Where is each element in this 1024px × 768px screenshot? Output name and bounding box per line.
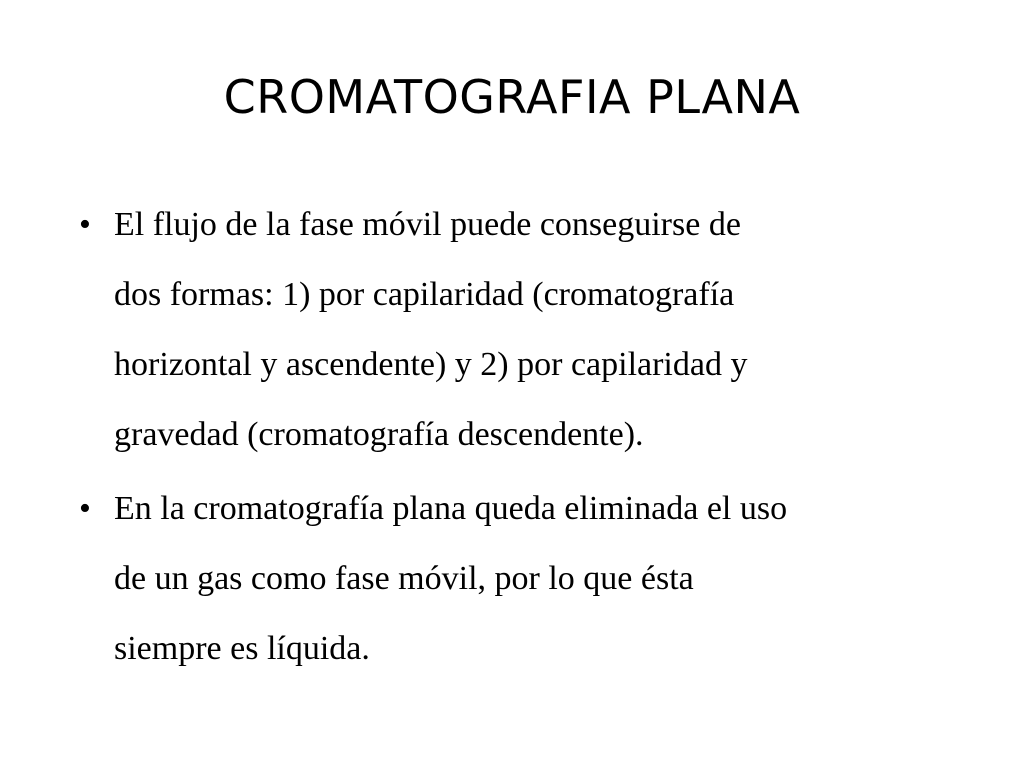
- slide-title: CROMATOGRAFIA PLANA: [223, 70, 801, 124]
- bullet-line: horizontal y ascendente) y 2) por capilaridad y: [114, 346, 748, 383]
- bullet-line: En la cromatografía plana queda eliminada el uso: [114, 490, 788, 527]
- bullet-line: El flujo de la fase móvil puede conseguirse de: [114, 206, 741, 243]
- bullet-dot-icon: •: [79, 490, 91, 527]
- bullet-item: [72, 474, 972, 684]
- bullet-line: dos formas: 1) por capilaridad (cromatografía: [114, 276, 735, 313]
- bullet-line: gravedad (cromatografía descendente).: [114, 416, 644, 453]
- bullet-line: de un gas como fase móvil, por lo que ésta: [114, 560, 694, 597]
- bullet-item: [72, 190, 972, 470]
- bullet-dot-icon: •: [79, 206, 91, 243]
- bullet-list: [72, 190, 972, 688]
- bullet-line: siempre es líquida.: [114, 630, 370, 667]
